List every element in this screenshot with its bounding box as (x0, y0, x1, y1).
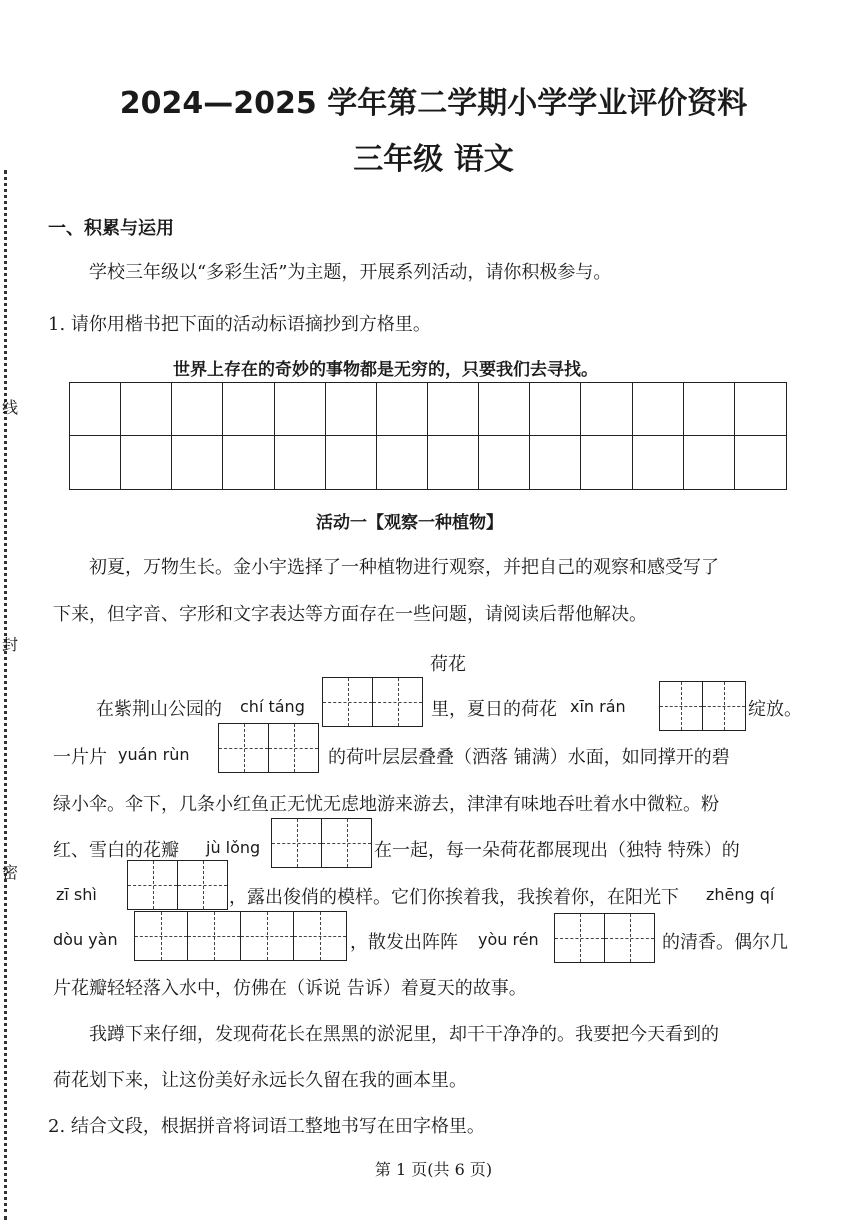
essay-text: 荷花划下来，让这份美好永远长久留在我的画本里。 (53, 1070, 467, 1091)
essay-text: 一片片 (53, 747, 107, 768)
section-intro: 学校三年级以“多彩生活”为主题，开展系列活动，请你积极参与。 (89, 262, 612, 283)
pinyin-label: dòu yàn (53, 930, 118, 949)
essay-text: 里，夏日的荷花 (431, 699, 557, 720)
pinyin-label: yòu rén (478, 930, 539, 949)
activity-intro-line-1: 初夏，万物生长。金小宇选择了一种植物进行观察，并把自己的观察和感受写了 (89, 557, 719, 578)
activity-title: 活动一【观察一种植物】 (316, 513, 503, 533)
tianzige-box[interactable] (218, 723, 319, 773)
essay-text: 在一起，每一朵荷花都展现出（独特 特殊）的 (374, 840, 740, 861)
pinyin-label: xīn rán (570, 697, 626, 716)
essay-title: 荷花 (430, 654, 466, 675)
essay-text: 红、雪白的花瓣 (53, 840, 179, 861)
section-heading: 一、积累与运用 (48, 218, 174, 239)
essay-text: 的荷叶层层叠叠（洒落 铺满）水面，如同撑开的碧 (328, 747, 730, 768)
copy-grid[interactable] (69, 382, 787, 490)
activity-intro-line-2: 下来，但字音、字形和文字表达等方面存在一些问题，请阅读后帮他解决。 (53, 604, 647, 625)
tianzige-box[interactable] (127, 860, 228, 910)
page-title: 2024—2025 学年第二学期小学学业评价资料 (119, 86, 748, 121)
pinyin-label: zhēng qí (706, 885, 775, 904)
page-subtitle: 三年级 语文 (353, 142, 514, 177)
pinyin-label: yuán rùn (118, 745, 190, 764)
margin-label-seal: 封 (1, 635, 18, 654)
pinyin-label: chí táng (240, 697, 305, 716)
essay-text: 我蹲下来仔细，发现荷花长在黑黑的淤泥里，却干干净净的。我要把今天看到的 (89, 1024, 719, 1045)
tianzige-box[interactable] (554, 913, 655, 963)
tianzige-box[interactable] (659, 681, 746, 731)
tianzige-box[interactable] (271, 818, 372, 868)
essay-text: 绽放。 (748, 699, 802, 720)
essay-text: ，露出俊俏的模样。它们你挨着我，我挨着你，在阳光下 (229, 887, 679, 908)
essay-text: 绿小伞。伞下，几条小红鱼正无忧无虑地游来游去，津津有味地吞吐着水中微粒。粉 (53, 794, 719, 815)
question-2: 2. 结合文段，根据拼音将词语工整地书写在田字格里。 (48, 1116, 485, 1137)
page-number: 第 1 页(共 6 页) (374, 1160, 493, 1179)
essay-text: ，散发出阵阵 (350, 932, 458, 953)
essay-text: 在紫荆山公园的 (96, 699, 222, 720)
tianzige-box[interactable] (322, 677, 423, 727)
pinyin-label: jù lǒng (206, 838, 261, 857)
binding-line (4, 170, 11, 1220)
margin-label-secret: 密 (1, 863, 18, 882)
essay-text: 片花瓣轻轻落入水中，仿佛在（诉说 告诉）着夏天的故事。 (53, 978, 527, 999)
margin-label-line: 线 (1, 398, 18, 417)
pinyin-label: zī shì (56, 885, 97, 904)
question-1: 1. 请你用楷书把下面的活动标语摘抄到方格里。 (48, 314, 431, 335)
tianzige-box[interactable] (134, 911, 347, 961)
slogan: 世界上存在的奇妙的事物都是无穷的，只要我们去寻找。 (173, 360, 598, 380)
essay-text: 的清香。偶尔几 (662, 932, 788, 953)
